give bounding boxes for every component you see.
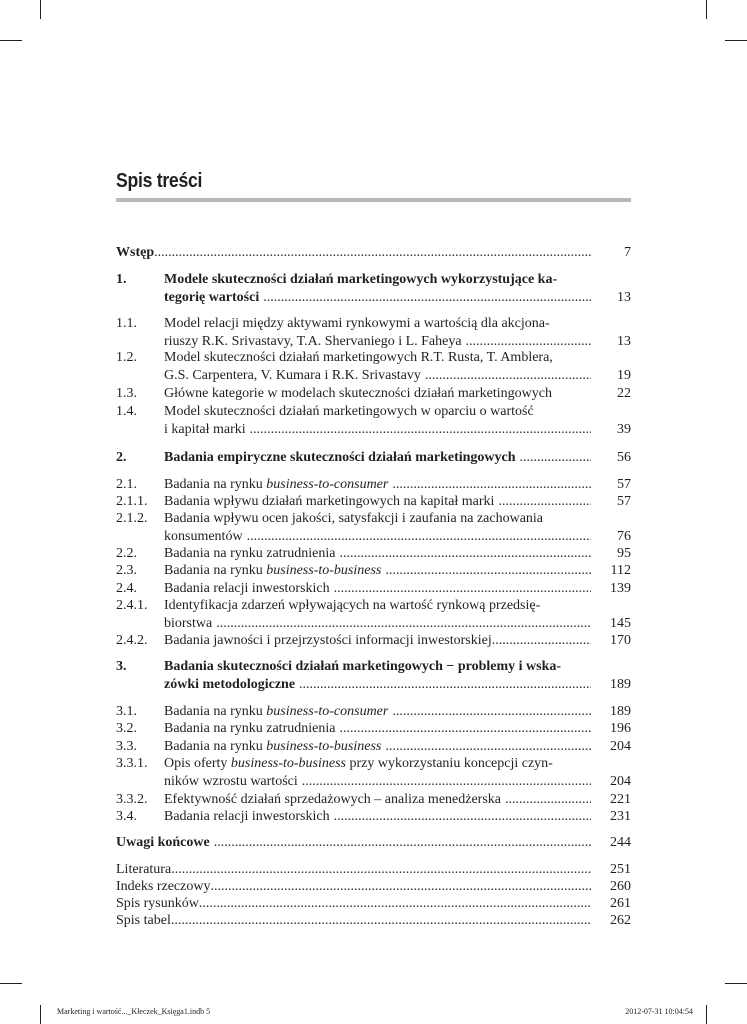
toc-title-line: Badania na rynku zatrudnienia — [164, 546, 336, 561]
title-rule — [116, 198, 631, 202]
toc-title-text: Badania na rynku — [164, 563, 267, 578]
toc-title-line: Identyfikacja zdarzeń wpływających na wartość rynkową przedsię- — [164, 598, 541, 613]
toc-number: 1.1. — [116, 316, 137, 331]
toc-title-line: biorstwa — [164, 616, 213, 631]
toc-page: 262 — [610, 913, 631, 928]
toc-page: 204 — [610, 774, 631, 789]
toc-title-line: G.S. Carpentera, V. Kumara i R.K. Srivastavy — [164, 368, 421, 383]
toc-number: 3.2. — [116, 721, 137, 736]
toc-title-line: Badania empiryczne skuteczności działań marketingowych — [164, 450, 516, 465]
toc-page: 221 — [610, 792, 631, 807]
footer-file-name: Marketing i wartość..._Kłeczek_Księga1.indb 5 — [57, 1007, 211, 1016]
toc-page: 251 — [610, 862, 631, 877]
toc-page: 76 — [617, 529, 631, 544]
crop-mark — [40, 1005, 41, 1024]
toc-page: 112 — [610, 563, 631, 578]
toc-title-italic: business-to-business — [266, 563, 382, 578]
toc-title-line: Badania wpływu działań marketingowych na kapitał marki — [164, 494, 495, 509]
toc-number: 3.3. — [116, 739, 137, 754]
toc-number: 2. — [116, 450, 127, 465]
toc-title-line: Modele skuteczności działań marketingowych wykorzystujące ka- — [164, 272, 558, 287]
toc-title-italic: business-to-business — [230, 756, 347, 771]
toc-title-text: Badania na rynku — [164, 739, 267, 754]
toc-title-line: Model skuteczności działań marketingowych R.T. Rusta, T. Amblera, — [164, 350, 553, 365]
toc-page: 22 — [617, 386, 631, 401]
toc-title-line: Badania relacji inwestorskich — [164, 809, 330, 824]
toc-title-line: i kapitał marki — [164, 422, 246, 437]
toc-number: 2.1.2. — [116, 511, 148, 526]
crop-mark — [40, 0, 41, 19]
toc-number: 1. — [116, 272, 127, 287]
toc-number: 2.4.2. — [116, 633, 148, 648]
toc-title-line: Model relacji między aktywami rynkowymi a wartością dla akcjona- — [164, 316, 550, 331]
crop-mark — [0, 983, 22, 984]
toc-page: 19 — [617, 368, 631, 383]
toc-page: 57 — [617, 494, 631, 509]
crop-mark — [706, 0, 707, 19]
toc-page: 7 — [624, 245, 631, 260]
toc-label: Indeks rzeczowy — [116, 879, 211, 894]
toc-title-italic: business-to-consumer — [266, 477, 389, 492]
toc-page: 189 — [610, 704, 631, 719]
toc-number: 2.4. — [116, 581, 137, 596]
crop-mark — [725, 40, 747, 41]
toc-page: 204 — [610, 739, 631, 754]
toc-number: 3.4. — [116, 809, 137, 824]
toc-title-line: konsumentów — [164, 529, 243, 544]
toc-page: 13 — [617, 290, 631, 305]
toc-number: 1.4. — [116, 404, 137, 419]
toc-title-line: Badania skuteczności działań marketingowych − problemy i wska- — [164, 659, 562, 674]
crop-mark — [706, 1005, 707, 1024]
toc-page: 231 — [610, 809, 631, 824]
toc-number: 2.4.1. — [116, 598, 148, 613]
toc-label: Wstęp — [116, 245, 155, 260]
toc-number: 1.2. — [116, 350, 137, 365]
toc-page: 170 — [610, 633, 631, 648]
crop-mark — [725, 983, 747, 984]
toc-number: 2.1.1. — [116, 494, 148, 509]
toc-label: Uwagi końcowe — [116, 835, 210, 850]
toc-title-line: Efektywność działań sprzedażowych – analiza menedżerska — [164, 792, 502, 807]
toc-title-line: riuszy R.K. Srivastavy, T.A. Shervaniego i L. Faheya — [164, 334, 462, 349]
toc-number: 3.1. — [116, 704, 137, 719]
toc-title-line: Model skuteczności działań marketingowych w oparciu o wartość — [164, 404, 534, 419]
toc-page: 39 — [617, 422, 631, 437]
toc-number: 2.2. — [116, 546, 137, 561]
toc-label: Spis rysunków — [116, 896, 199, 911]
toc-number: 3.3.2. — [116, 792, 148, 807]
toc-title-italic: business-to-consumer — [266, 704, 389, 719]
toc-page: 139 — [610, 581, 631, 596]
toc-title-text: przy wykorzystaniu koncepcji czyn- — [346, 756, 553, 771]
toc-title-text: Badania na rynku — [164, 704, 267, 719]
toc-title-line: Badania relacji inwestorskich — [164, 581, 330, 596]
toc-number: 2.3. — [116, 563, 137, 578]
toc-page: 145 — [610, 616, 631, 631]
toc-page: 189 — [610, 677, 631, 692]
toc-title-line: Badania na rynku zatrudnienia — [164, 721, 336, 736]
toc-title-text: Opis oferty — [164, 756, 231, 771]
crop-mark — [0, 40, 22, 41]
toc-number: 2.1. — [116, 477, 137, 492]
toc-page: 13 — [617, 334, 631, 349]
footer-timestamp: 2012-07-31 10:04:54 — [625, 1007, 693, 1016]
toc-title-line: Badania wpływu ocen jakości, satysfakcji i zaufania na zachowania — [164, 511, 544, 526]
toc-title-line: Badania jawności i przejrzystości informacji inwestorskiej — [164, 633, 492, 648]
toc-page: 196 — [610, 721, 631, 736]
toc-page: 261 — [610, 896, 631, 911]
toc-title-line: ników wzrostu wartości — [164, 774, 298, 789]
toc-label: Literatura — [116, 862, 172, 877]
toc-number: 1.3. — [116, 386, 137, 401]
toc-number: 3. — [116, 659, 127, 674]
toc-page: 56 — [617, 450, 631, 465]
toc-page: 244 — [610, 835, 631, 850]
toc-title-line: Główne kategorie w modelach skuteczności działań marketingowych — [164, 386, 552, 401]
toc-title-italic: business-to-business — [266, 739, 382, 754]
toc-label: Spis tabel — [116, 913, 171, 928]
toc-page: 95 — [617, 546, 631, 561]
page-title: Spis treści — [116, 170, 203, 192]
toc-number: 3.3.1. — [116, 756, 148, 771]
toc-title-text: Badania na rynku — [164, 477, 267, 492]
toc-page: 57 — [617, 477, 631, 492]
toc-title-line: zówki metodologiczne — [164, 677, 296, 692]
toc-page: 260 — [610, 879, 631, 894]
toc-title-line: tegorię wartości — [164, 290, 260, 305]
